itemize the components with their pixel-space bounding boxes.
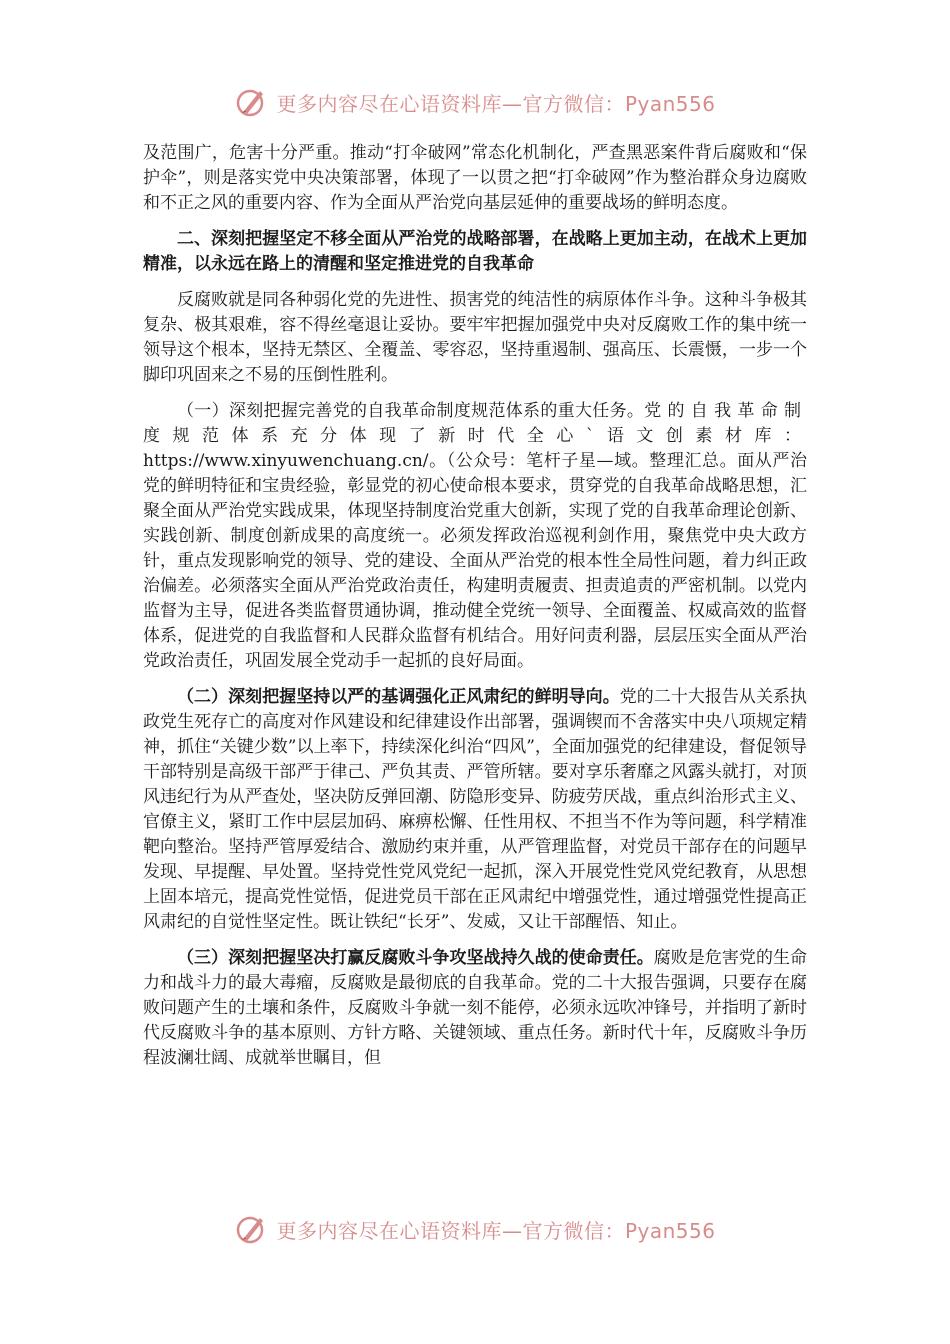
subsection-3-lead: （三）深刻把握坚决打赢反腐败斗争攻坚战持久战的使命责任。 [177,948,654,968]
document-body [143,141,807,1082]
pen-circle-logo-icon [234,1212,268,1246]
watermark-banner-bottom [0,1207,950,1251]
paragraph-subsection-3 [143,946,807,1071]
watermark-text: 更多内容尽在心语资料库—官方微信：Pyan556 [276,91,716,116]
pen-circle-logo-icon [234,85,268,119]
paragraph-continuation: 及范围广，危害十分严重。推动“打伞破网”常态化机制化，严查黑恶案件背后腐败和“保护伞”，则是落实党中央决策部署，体现了一以贯之把“打伞破网”作为整治群众身边腐败和不正之风的重要内容、作为全面从严治党向基层延伸的重要战场的鲜明态度。 [143,143,807,213]
paragraph-subsection-2 [143,685,807,935]
watermark-banner-top [0,80,950,124]
section-heading-2: 二、深刻把握坚定不移全面从严治党的战略部署，在战略上更加主动，在战术上更加精准，以永远在路上的清醒和坚定推进党的自我革命 [143,229,807,274]
subsection-1-body: https://www.xinyuwenchuang.cn/。（公众号：笔杆子星—域。整理汇总。面从严治党的鲜明特征和宝贵经验，彰显党的初心使命根本要求，贯穿党的自我革命战略思想，汇聚全面从严治党实践成果，体现坚持制度治党重大创新，实现了党的自我革命理论创新、实践创新、制度创新成果的高度统一。必须发挥政治巡视利剑作用，聚焦党中央大政方针，重点发现影响党的领导、党的建设、全面从严治党的根本性全局性问题，着力纠正政治偏差。必须落实全面从严治党政治责任，构建明责履责、担责追责的严密机制。以党内监督为主导，促进各类监督贯通协调，推动健全党统一领导、全面覆盖、权威高效的监督体系，促进党的自我监督和人民群众监督有机结合。用好问责利器，层层压实全面从严治党政治责任，巩固发展全党动手一起抓的良好局面。 [143,451,807,671]
subsection-2-body: 党的二十大报告从关系执政党生死存亡的高度对作风建设和纪律建设作出部署，强调锲而不舍落实中央八项规定精神，抓住“关键少数”以上率下，持续深化纠治“四风”，全面加强党的纪律建设，督促领导干部特别是高级干部严于律己、严负其责、严管所辖。要对享乐奢靡之风露头就打，对顶风违纪行为从严查处，坚决防反弹回潮、防隐形变异、防疲劳厌战，重点纠治形式主义、官僚主义，紧盯工作中层层加码、麻痹松懈、任性用权、不担当不作为等问题，科学精准靶向整治。坚持严管厚爱结合、激励约束并重，从严管理监督，对党员干部存在的问题早发现、早提醒、早处置。坚持党性党风党纪一起抓，深入开展党性党风党纪教育，从思想上固本培元，提高党性觉悟，促进党员干部在正风肃纪中增强党性，通过增强党性提高正风肃纪的自觉性坚定性。既让铁纪“长牙”、发威，又让干部醒悟、知止。 [143,687,808,932]
paragraph-anticorruption: 反腐败就是同各种弱化党的先进性、损害党的纯洁性的病原体作斗争。这种斗争极其复杂、极其艰难，容不得丝毫退让妥协。要牢牢把握加强党中央对反腐败工作的集中统一领导这个根本，坚持无禁区、全覆盖、零容忍，坚持重遏制、强高压、长震慑，一步一个脚印巩固来之不易的压倒性胜利。 [143,290,807,385]
watermark-text: 更多内容尽在心语资料库—官方微信：Pyan556 [276,1218,716,1243]
paragraph-subsection-1 [143,399,807,674]
subsection-2-lead: （二）深刻把握坚持以严的基调强化正风肃纪的鲜明导向。 [177,687,620,707]
subsection-1-lead: （一）深刻把握完善党的自我革命制度规范体系的重大任务。 [177,401,645,421]
subsection-1-mid: 党的自我革命制度规范体系充分体现了新时代全心`语文创素材库： [143,401,808,446]
subsection-3-body: 腐败是危害党的生命力和战斗力的最大毒瘤，反腐败是最彻底的自我革命。党的二十大报告强调，只要存在腐败问题产生的土壤和条件，反腐败斗争就一刻不能停，必须永远吹冲锋号，并指明了新时代反腐败斗争的基本原则、方针方略、关键领域、重点任务。新时代十年，反腐败斗争历程波澜壮阔、成就举世瞩目，但 [143,948,808,1068]
